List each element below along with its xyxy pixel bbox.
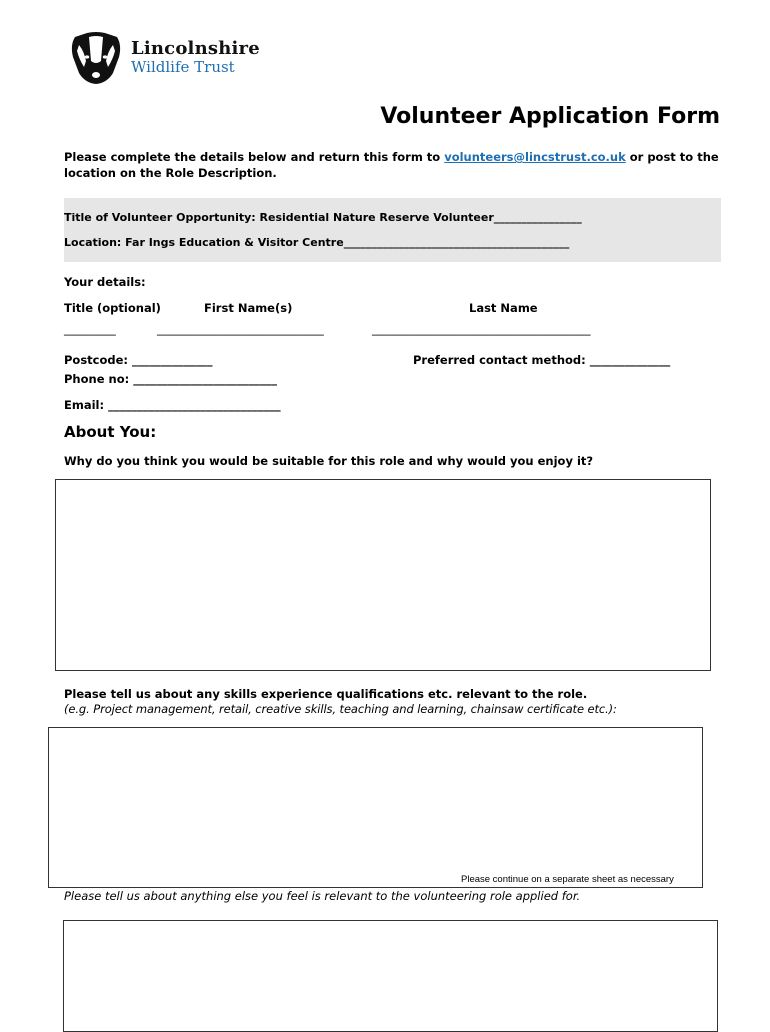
title-label: Title (optional) [64, 301, 161, 315]
skills-hint: (e.g. Project management, retail, creative skills, teaching and learning, chainsaw certificate etc.): [64, 702, 617, 716]
details-heading: Your details: [64, 275, 146, 289]
question-other: Please tell us about anything else you feel is relevant to the volunteering role applied for. [64, 889, 581, 903]
intro-text-after: or post to the location on the Role Description. [64, 150, 719, 180]
last-name-field[interactable]: ______________________________________ [372, 322, 591, 336]
continue-note: Please continue on a separate sheet as necessary [461, 874, 674, 885]
phone-field[interactable]: Phone no: _________________________ [64, 372, 277, 386]
volunteer-email-link[interactable]: volunteers@lincstrust.co.uk [444, 150, 626, 164]
page-title: Volunteer Application Form [380, 104, 720, 129]
preferred-contact-field[interactable]: Preferred contact method: ______________ [413, 353, 671, 367]
first-name-label: First Name(s) [204, 301, 293, 315]
question-suitability: Why do you think you would be suitable for this role and why would you enjoy it? [64, 454, 594, 468]
last-name-label: Last Name [469, 301, 538, 315]
opportunity-title-line: Title of Volunteer Opportunity: Residential Nature Reserve Volunteer________________ [64, 211, 582, 224]
opportunity-box [64, 198, 721, 262]
postcode-field[interactable]: Postcode: ______________ [64, 353, 213, 367]
opportunity-location-line: Location: Far Ings Education & Visitor Centre_________________________________________ [64, 236, 570, 249]
intro-text-before: Please complete the details below and return this form to [64, 150, 445, 164]
about-heading: About You: [64, 423, 157, 441]
title-field[interactable]: _________ [64, 322, 116, 336]
intro-text [64, 149, 734, 181]
badger-icon [67, 31, 125, 85]
email-field[interactable]: Email: ______________________________ [64, 398, 281, 412]
logo-name-line2: Wildlife Trust [131, 58, 235, 76]
logo-name-line1: Lincolnshire [131, 38, 260, 59]
question-skills: Please tell us about any skills experience qualifications etc. relevant to the role. [64, 687, 588, 701]
skills-answer-box[interactable] [48, 727, 703, 888]
suitability-answer-box[interactable] [55, 479, 711, 671]
first-name-field[interactable]: _____________________________ [157, 322, 324, 336]
other-answer-box[interactable] [63, 920, 718, 1032]
